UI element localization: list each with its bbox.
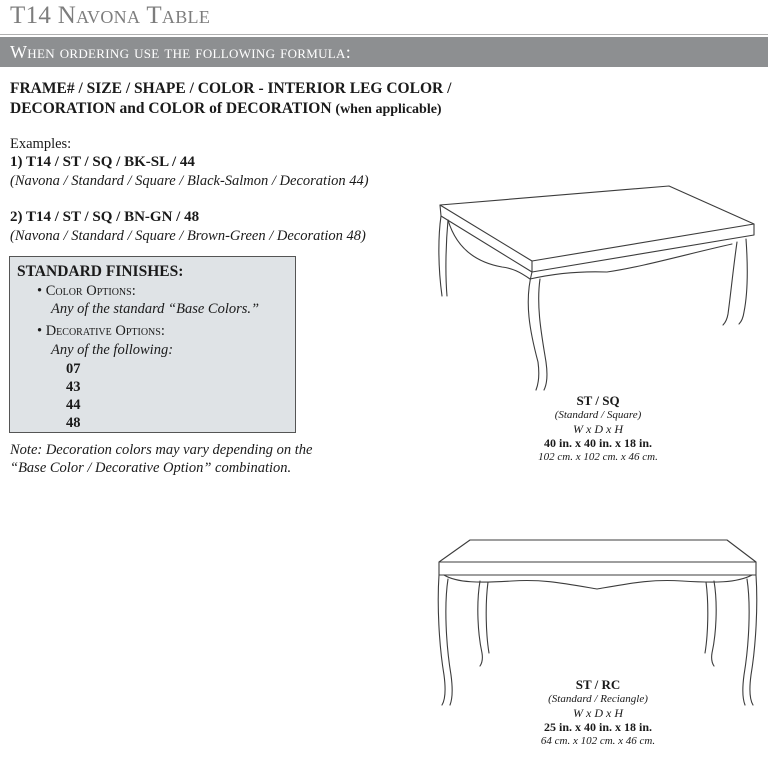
square-table-name: (Standard / Square) [554,409,642,421]
decoration-option: 44 [66,397,81,413]
square-table-cm: 102 cm. x 102 cm. x 46 cm. [538,451,658,463]
formula-line-1: FRAME# / SIZE / SHAPE / COLOR - INTERIOR LEG COLOR / [10,80,452,97]
color-options-label: • Color Options: [37,283,136,299]
standard-finishes-box [9,256,296,433]
note-line-1: Note: Decoration colors may vary depending on the [10,442,313,458]
note-line-2: “Base Color / Decorative Option” combination. [10,460,292,476]
decorative-options-description: Any of the following: [51,342,174,358]
square-table-illustration [432,172,762,394]
formula-line-2-text: DECORATION and COLOR of DECORATION [10,100,332,117]
order-formula [10,79,451,120]
formula-line-2-note: (when applicable) [335,102,442,117]
example-1-description: (Navona / Standard / Square / Black-Salmon / Decoration 44) [10,173,369,189]
rectangle-table-cm: 64 cm. x 102 cm. x 46 cm. [540,735,656,747]
decoration-note [10,441,312,477]
finishes-title: STANDARD FINISHES: [17,263,184,280]
decoration-option: 48 [66,415,81,431]
color-options-description: Any of the standard “Base Colors.” [51,301,260,317]
rectangle-table-code: ST / RC [575,677,621,692]
square-table-caption [518,393,678,464]
formula-line-2 [10,99,451,120]
rectangle-table-dims-label: W x D x H [573,706,623,720]
decoration-option: 43 [66,379,81,395]
rectangle-table-inches: 25 in. x 40 in. x 18 in. [543,720,653,734]
examples-label: Examples: [10,136,72,152]
ordering-banner: When ordering use the following formula: [0,37,768,67]
square-table-inches: 40 in. x 40 in. x 18 in. [543,436,653,450]
square-table-code: ST / SQ [576,393,620,408]
page-title: T14 Navona Table [10,2,211,29]
square-table-dims-label: W x D x H [573,422,623,436]
example-2-description: (Navona / Standard / Square / Brown-Green / Decoration 48) [10,228,366,244]
decorative-options-label: • Decorative Options: [37,323,165,339]
example-2-code: 2) T14 / ST / SQ / BN-GN / 48 [10,209,200,225]
title-divider [0,34,768,35]
decoration-option: 07 [66,361,81,377]
rectangle-table-name: (Standard / Reciangle) [548,693,648,705]
rectangle-table-caption [518,677,678,748]
example-1-code: 1) T14 / ST / SQ / BK-SL / 44 [10,154,195,170]
